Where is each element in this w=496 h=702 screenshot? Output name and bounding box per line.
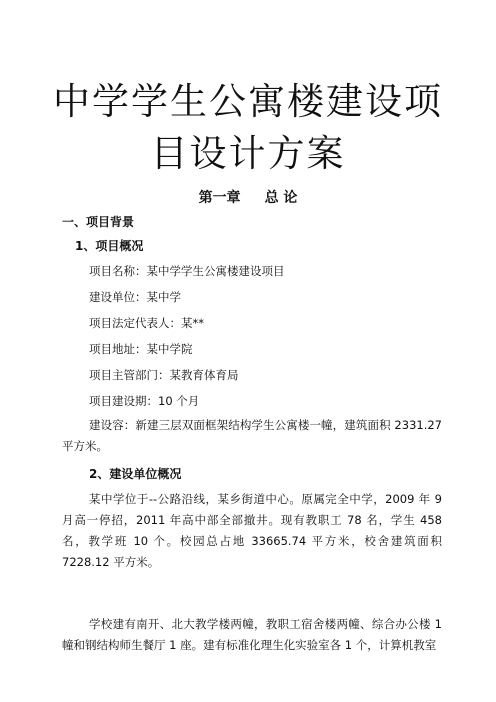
construction-content-paragraph: 建设容：新建三层双面框架结构学生公寓楼一幢，建筑面积 2331.27 平方米。 bbox=[62, 418, 442, 453]
unit-overview-paragraph-1: 某中学位于--公路沿线，某乡街道中心。原属完全中学，2009 年 9 月高一停招，2011 年高中部全部撤井。现有教职工 78 名，学生 458 名，教学班 10 个。校园总占地 33665.74 平方米，校舍建筑面积 7228.12 平方米。 bbox=[62, 492, 442, 569]
project-item-authority: 项目主管部门：某教育体育局 bbox=[89, 368, 239, 382]
project-item-unit: 建设单位：某中学 bbox=[89, 290, 181, 304]
project-item-period: 项目建设期：10 个月 bbox=[89, 394, 200, 408]
unit-overview-paragraph-2: 学校建有南开、北大教学楼两幢，教职工宿舍楼两幢、综合办公楼 1 幢和钢结构师生餐厅 1 座。建有标准化理生化实验室各 1 个，计算机教室 bbox=[62, 617, 442, 652]
document-title-line-2: 目设计方案 bbox=[150, 132, 346, 175]
chapter-number: 第一章 bbox=[198, 190, 241, 206]
subsection-heading-unit-overview: 2、建设单位概况 bbox=[89, 467, 182, 481]
project-item-name: 项目名称：某中学学生公寓楼建设项目 bbox=[89, 264, 285, 278]
chapter-heading bbox=[0, 187, 496, 207]
section-heading-project-background: 一、项目背景 bbox=[62, 215, 135, 229]
project-item-legal-rep: 项目法定代表人：某** bbox=[89, 316, 204, 330]
subsection-heading-project-overview: 1、项目概况 bbox=[75, 239, 144, 253]
chapter-title: 总 论 bbox=[264, 190, 298, 206]
document-title-line-1: 中学学生公寓楼建设项 bbox=[53, 80, 443, 123]
project-item-address: 项目地址：某中学院 bbox=[89, 342, 193, 356]
